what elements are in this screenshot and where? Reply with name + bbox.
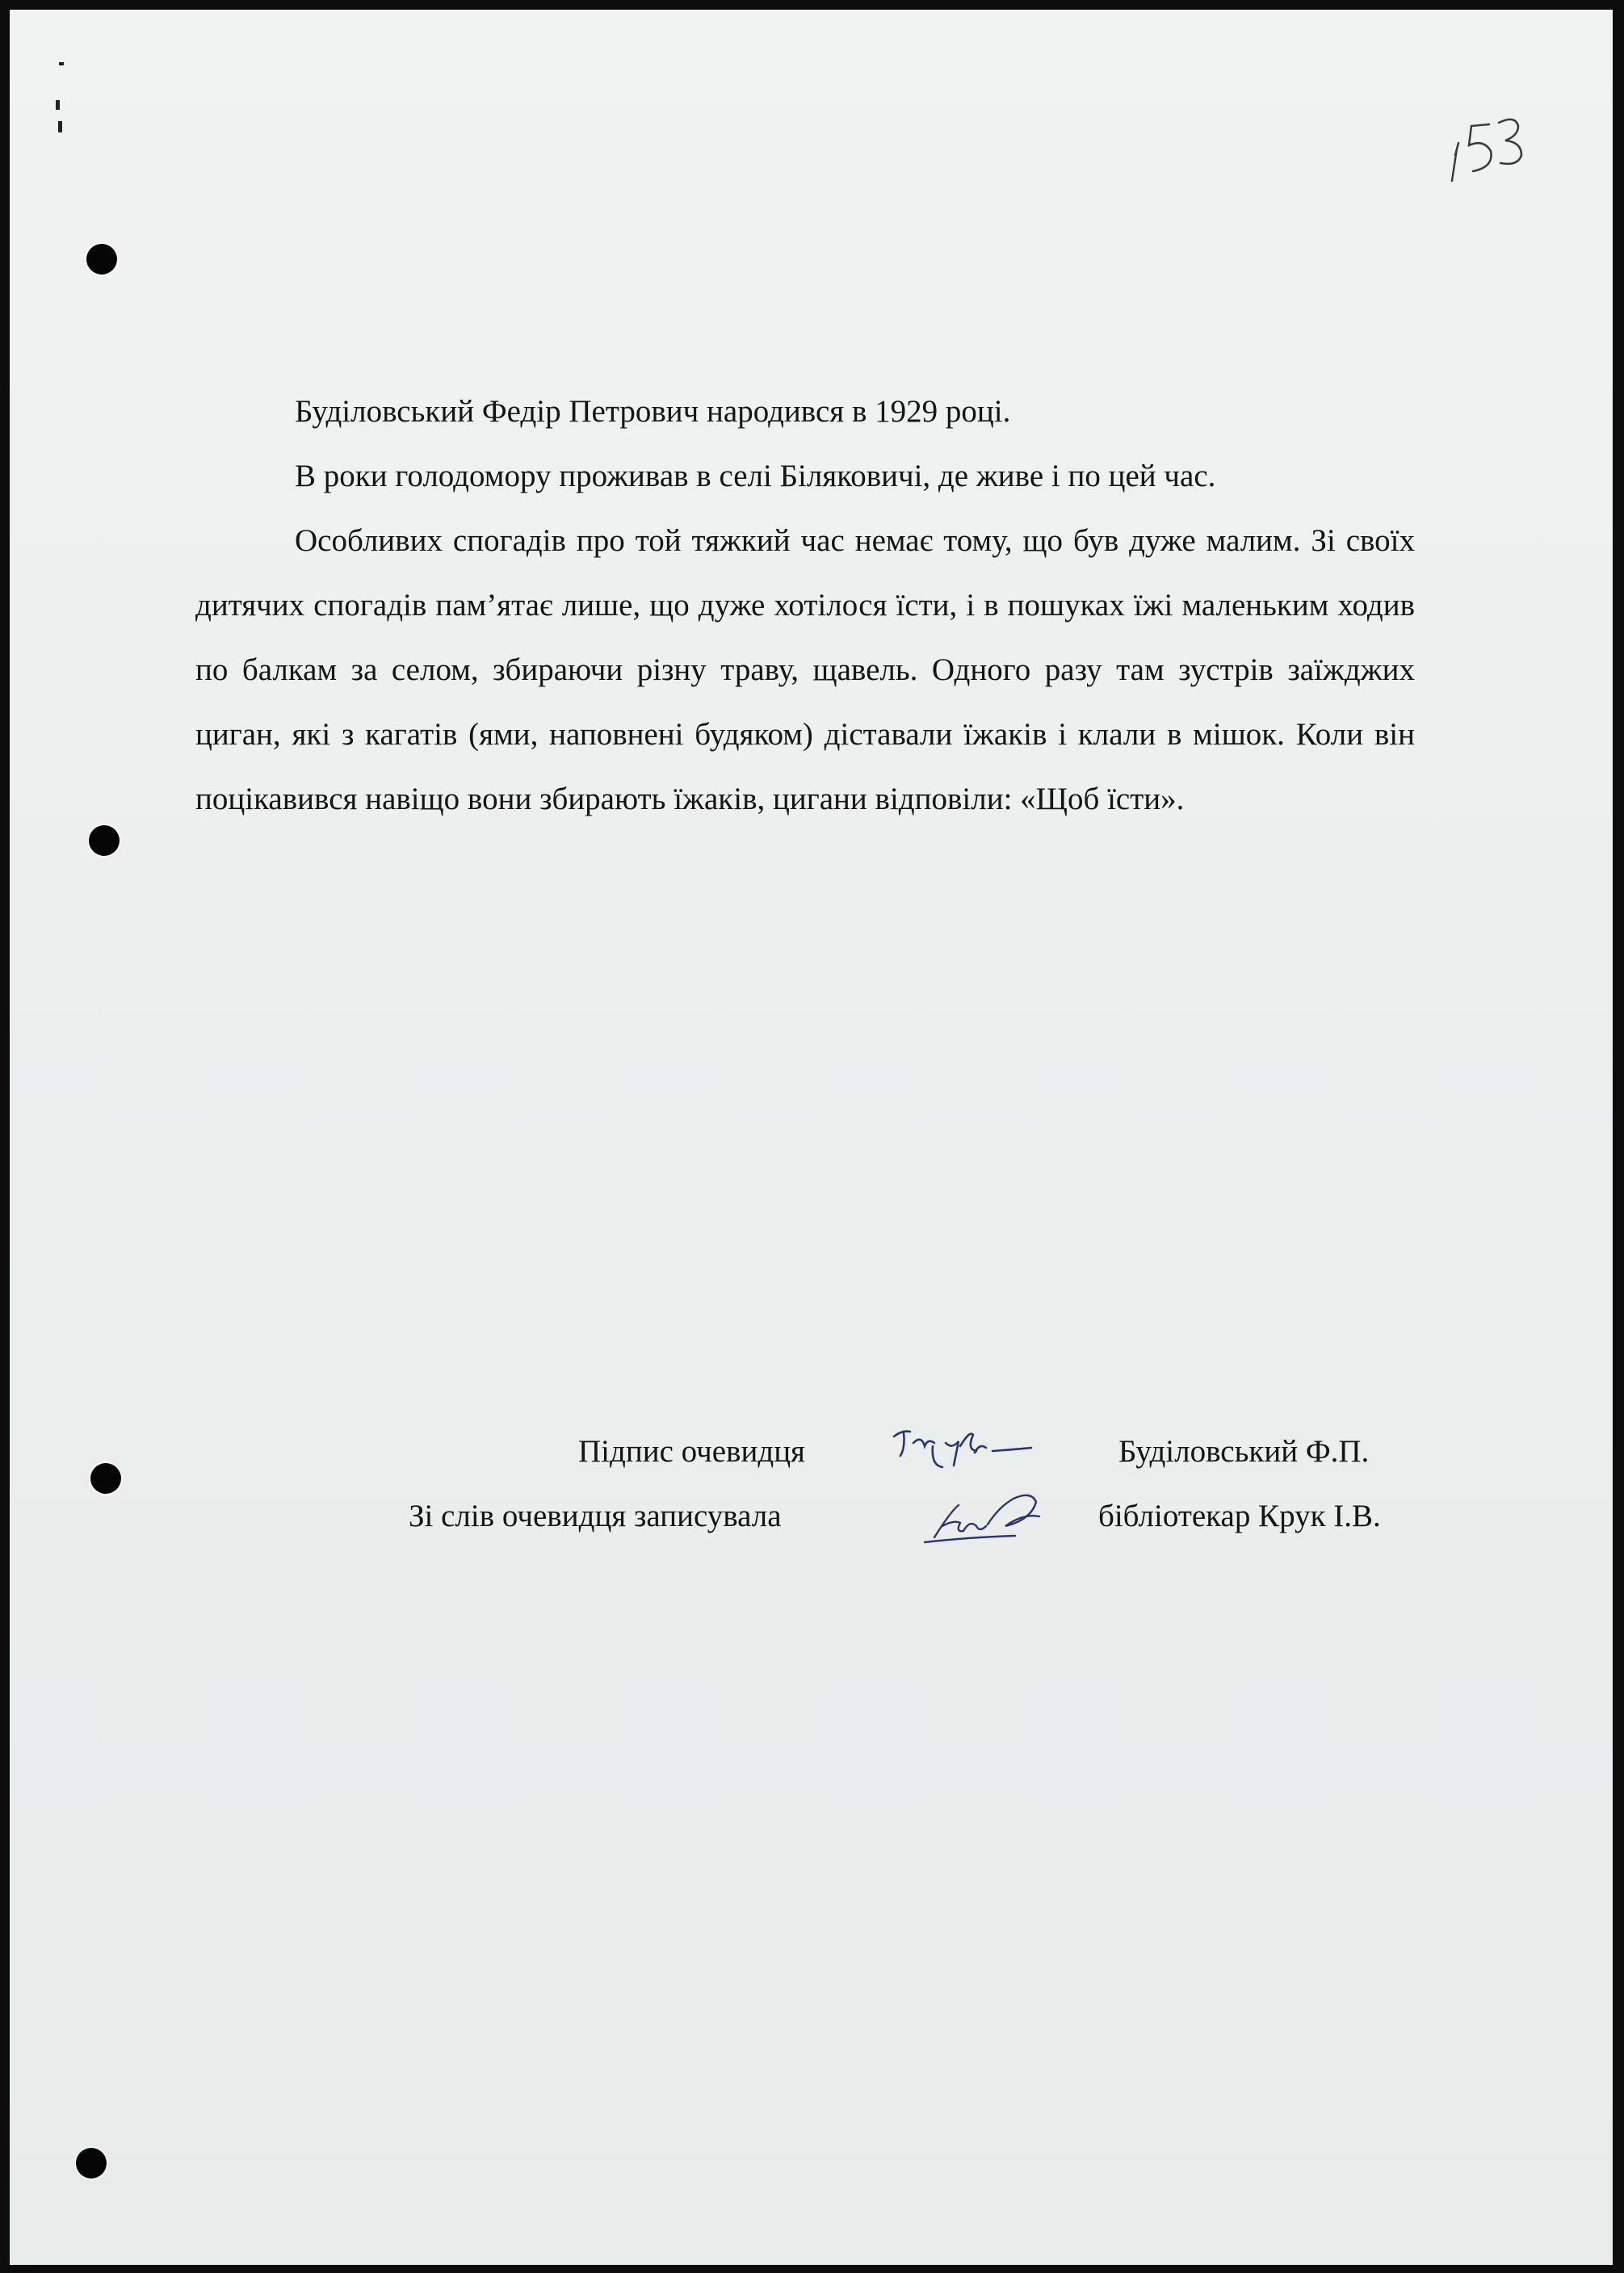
binder-hole-2 bbox=[89, 825, 120, 856]
handwritten-page-number bbox=[1447, 107, 1536, 195]
recorder-signature-image bbox=[918, 1487, 1072, 1545]
binder-hole-4 bbox=[76, 2148, 107, 2179]
paper-speck bbox=[58, 121, 62, 132]
binder-hole-1 bbox=[86, 244, 117, 275]
document-body bbox=[195, 380, 1415, 832]
witness-signature-label: Підпис очевидця bbox=[578, 1434, 805, 1469]
paragraph-birth: Буділовський Федір Петрович народився в 1929 році. bbox=[295, 394, 1011, 429]
binder-hole-3 bbox=[90, 1463, 121, 1494]
witness-signature-image bbox=[886, 1419, 1072, 1475]
paper-speck bbox=[59, 62, 64, 65]
recorder-label: Зі слів очевидця записувала bbox=[409, 1499, 782, 1533]
paragraph-residence: В роки голодомору проживав в селі Біляковичі, де живе і по цей час. bbox=[295, 459, 1216, 493]
paper-speck bbox=[56, 100, 60, 110]
document-page bbox=[10, 10, 1613, 2265]
paragraph-memories: Особливих спогадів про той тяжкий час немає тому, що був дуже малим. Зі своїх дитячих спогадів пам’ятає лише, що дуже хотілося їсти, і в пошуках їжі маленьким ходив по балкам за селом, збираючи різну траву, щавель. Одного разу там зустрів заїжджих циган, які з кагатів (ями, наповнені будяком) діставали їжаків і клали в мішок. Коли він поцікавився навіщо вони збирають їжаків, цигани відповіли: «Щоб їсти». bbox=[195, 523, 1415, 816]
witness-name: Буділовський Ф.П. bbox=[1118, 1434, 1370, 1469]
recorder-name: бібліотекар Крук І.В. bbox=[1098, 1499, 1381, 1533]
